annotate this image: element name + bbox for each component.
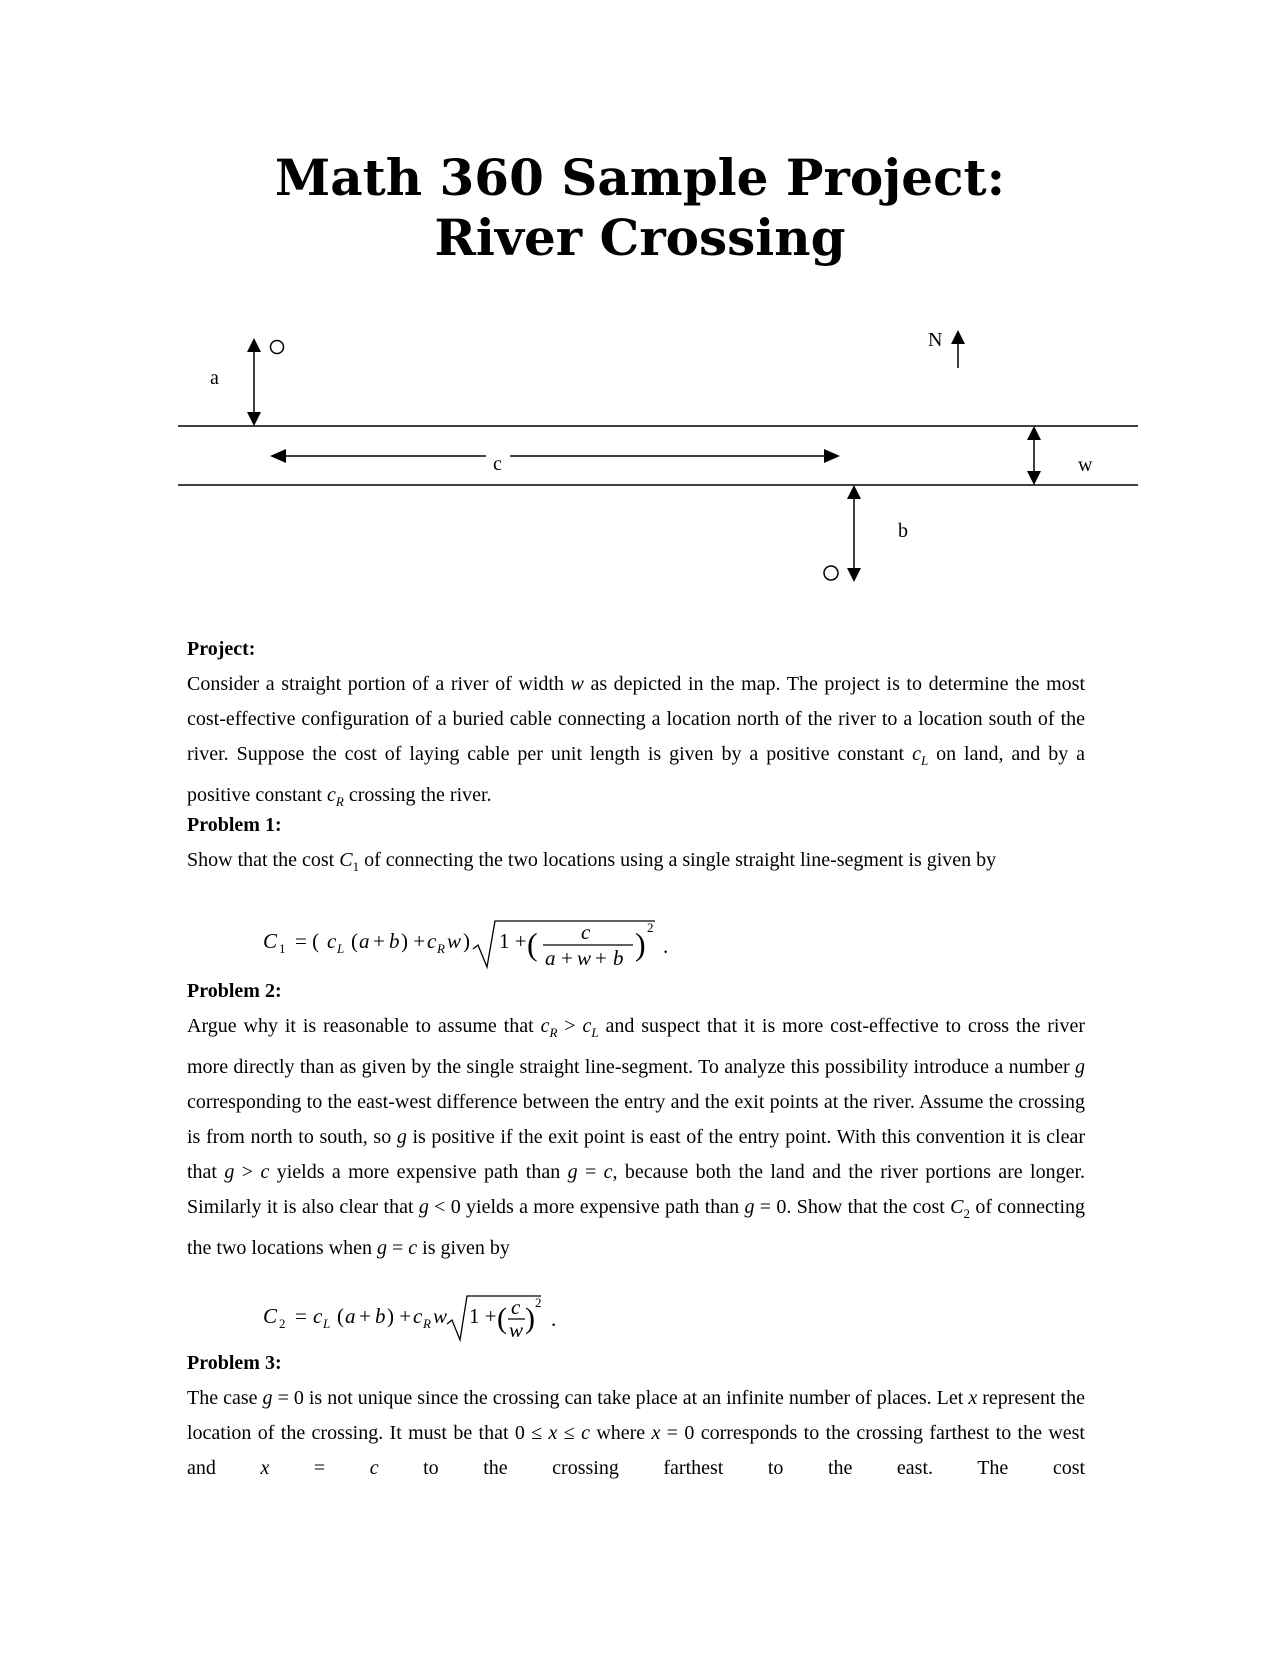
- title-line-2: River Crossing: [434, 208, 846, 267]
- svg-text:R: R: [437, 941, 445, 956]
- problem-1-heading: Problem 1:: [187, 814, 282, 836]
- svg-text:2: 2: [535, 1295, 542, 1310]
- svg-text:1: 1: [279, 941, 286, 956]
- problem-2-heading: Problem 2:: [187, 980, 282, 1002]
- svg-text:c: c: [511, 1295, 521, 1319]
- south-location-marker: [824, 566, 838, 580]
- svg-text:L: L: [323, 1316, 331, 1331]
- svg-text:(: (: [337, 1304, 344, 1328]
- svg-text:+: +: [373, 929, 385, 953]
- svg-text:a: a: [345, 1304, 356, 1328]
- svg-text:w: w: [433, 1304, 448, 1328]
- svg-text:w: w: [509, 1318, 524, 1342]
- svg-text:2: 2: [647, 920, 654, 935]
- svg-text:.: .: [663, 934, 669, 958]
- river-map-diagram: [0, 320, 1280, 610]
- svg-text:c: c: [313, 1304, 323, 1328]
- project-heading: Project:: [187, 638, 256, 660]
- svg-text:R: R: [423, 1316, 431, 1331]
- svg-text:+: +: [359, 1304, 371, 1328]
- project-section: [187, 632, 1085, 819]
- w-label: w: [1078, 454, 1093, 476]
- project-paragraph: Consider a straight portion of a river of width w as depicted in the map. The project is to determine the most cost-effective configuration of a buried cable connecting a location north of the river to a location south of the river. Suppose the cost of laying cable per unit length is given by a positive constant $c_L$ on land, and by a positive constant $c_R$ crossing the river.: [187, 673, 1086, 809]
- svg-text:a: a: [359, 929, 370, 953]
- title-line-1: Math 360 Sample Project:: [274, 148, 1006, 207]
- svg-text:b: b: [613, 946, 624, 970]
- n-label: N: [928, 329, 943, 351]
- svg-text:(: (: [351, 929, 358, 953]
- svg-text:b: b: [375, 1304, 386, 1328]
- svg-text:1 +: 1 +: [469, 1304, 497, 1328]
- problem-3-section: [187, 1346, 1085, 1486]
- problem-2-section: [187, 974, 1085, 1266]
- svg-text:a: a: [545, 946, 556, 970]
- svg-text:(: (: [527, 926, 538, 962]
- problem-1-section: [187, 808, 1085, 884]
- svg-text:.: .: [551, 1307, 557, 1331]
- svg-text:=: =: [295, 1304, 307, 1328]
- svg-text:+: +: [595, 946, 607, 970]
- svg-text:): ): [525, 1302, 535, 1335]
- svg-text:w: w: [447, 929, 462, 953]
- north-location-marker: [271, 341, 284, 354]
- a-label: a: [210, 367, 219, 389]
- svg-text:) +: ) +: [387, 1304, 412, 1328]
- svg-text:): ): [635, 926, 646, 962]
- problem-2-paragraph: Argue why it is reasonable to assume that $c_R > c_L$ and suspect that it is more cost-effective to cross the river more directly than as given by the single straight line-segment. To analyze this possibility introduce a number g corresponding to the east-west difference between the entry and the exit points at the river. Assume the crossing is from north to south, so g is positive if the exit point is east of the entry point. With this convention it is clear that g > c yields a more expensive path than g = c, because both the land and the river portions are longer. Similarly it is also clear that g < 0 yields a more expensive path than g = 0. Show that the cost $C_2$ of connecting the two locations when g = c is given by: [187, 1015, 1086, 1259]
- svg-text:(: (: [497, 1302, 507, 1335]
- svg-text:) +: ) +: [401, 929, 426, 953]
- svg-text:): ): [463, 929, 470, 953]
- svg-text:2: 2: [279, 1316, 286, 1331]
- svg-text:c: c: [427, 929, 437, 953]
- c-label: c: [493, 453, 502, 475]
- formula-c2: [255, 1290, 575, 1346]
- formula-c1: [255, 915, 695, 975]
- page-title: [0, 148, 1280, 268]
- svg-text:= (: = (: [295, 929, 320, 953]
- svg-text:+: +: [561, 946, 573, 970]
- problem-3-heading: Problem 3:: [187, 1352, 282, 1374]
- svg-text:L: L: [337, 941, 345, 956]
- svg-text:b: b: [389, 929, 400, 953]
- svg-text:1 +: 1 +: [499, 929, 527, 953]
- b-label: b: [898, 520, 908, 542]
- svg-text:c: c: [413, 1304, 423, 1328]
- problem-1-paragraph: Show that the cost $C_1$ of connecting the two locations using a single straight line-segment is given by: [187, 849, 997, 874]
- svg-text:C: C: [263, 1304, 278, 1328]
- svg-text:c: c: [327, 929, 337, 953]
- problem-3-paragraph: The case g = 0 is not unique since the crossing can take place at an infinite number of places. Let x represent the location of the crossing. It must be that 0 ≤ x ≤ c where x = 0 corresponds to the crossing farthest to the west and x = c to the crossing farthest to the east. The cost: [187, 1387, 1086, 1479]
- svg-text:c: c: [581, 920, 591, 944]
- svg-text:w: w: [577, 946, 592, 970]
- svg-text:C: C: [263, 929, 278, 953]
